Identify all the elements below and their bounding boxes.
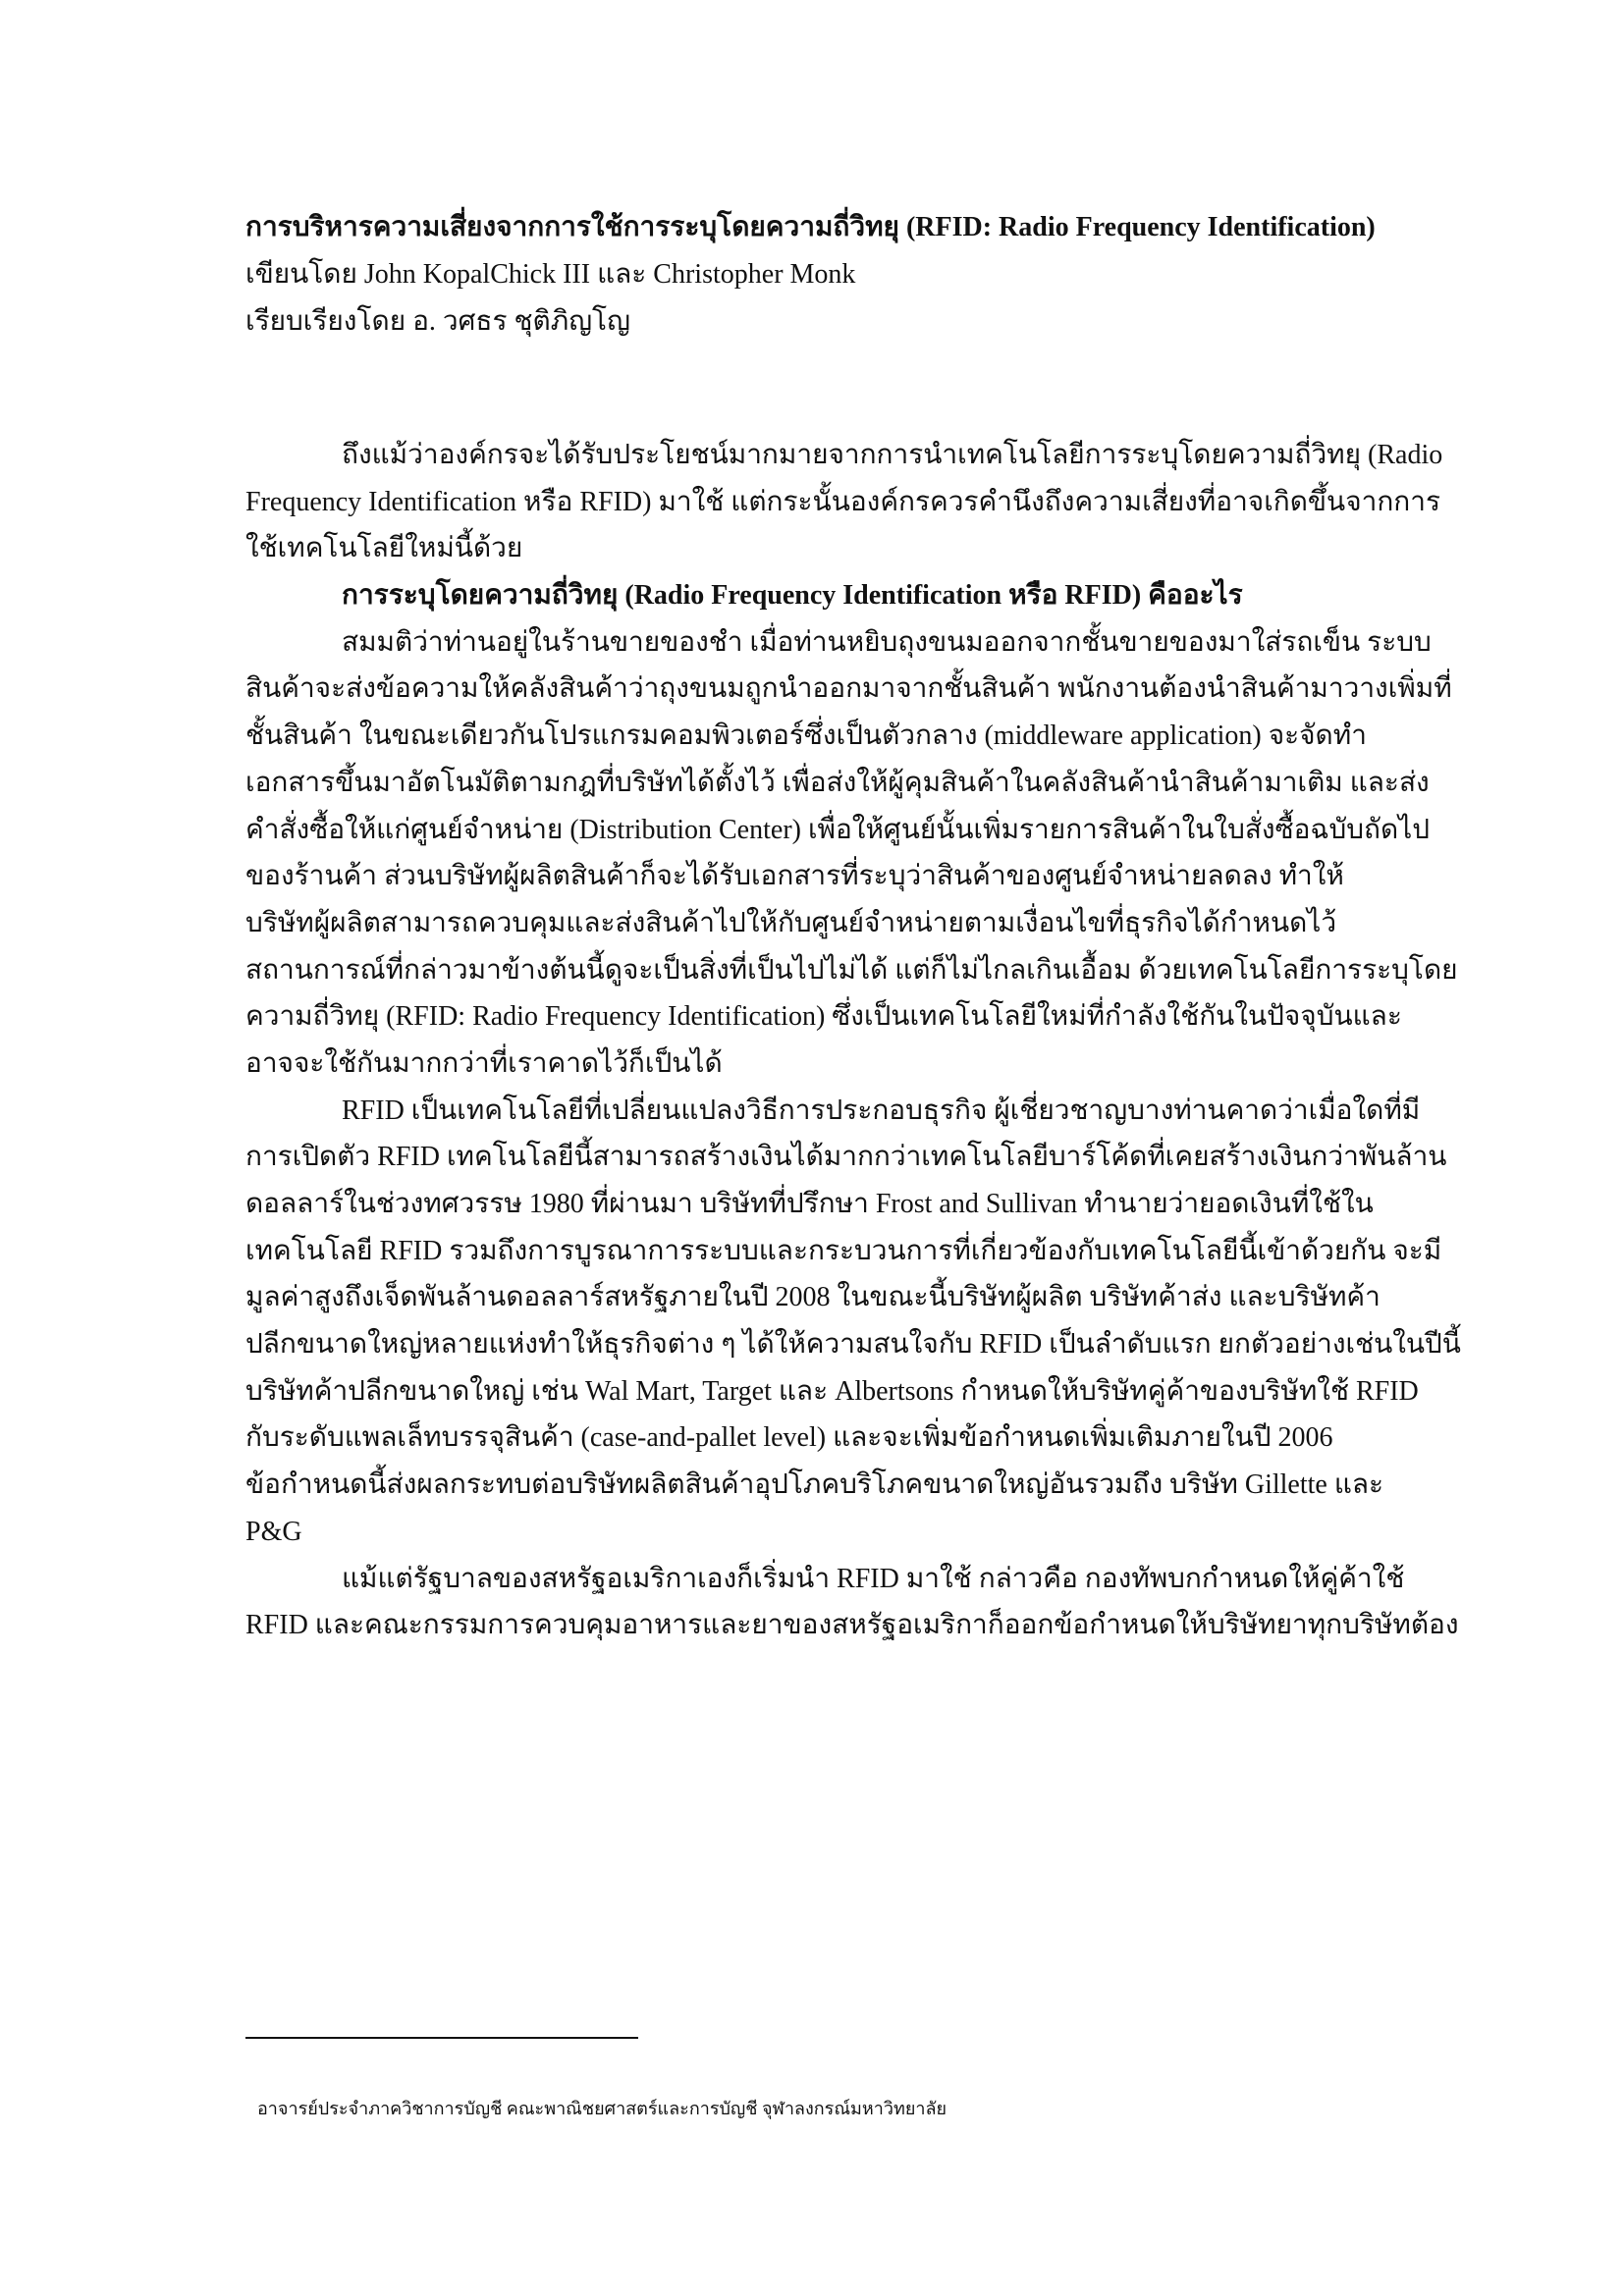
text-line: การเปิดตัว RFID เทคโนโลยีนี้สามารถสร้างเงินได้มากกว่าเทคโนโลยีบาร์โค้ดที่เคยสร้างเงินกว่าพันล้าน xyxy=(245,1142,1447,1173)
author-line: เขียนโดย John KopalChick III และ Christopher Monk xyxy=(245,259,856,290)
text-line: มูลค่าสูงถึงเจ็ดพันล้านดอลลาร์สหรัฐภายในปี 2008 ในขณะนี้บริษัทผู้ผลิต บริษัทค้าส่ง และบริษัทค้า xyxy=(245,1282,1380,1313)
section-heading: การระบุโดยความถี่วิทยุ (Radio Frequency Identification หรือ RFID) คืออะไร xyxy=(342,580,1243,612)
text-line: สมมติว่าท่านอยู่ในร้านขายของชำ เมื่อท่านหยิบถุงขนมออกจากชั้นขายของมาใส่รถเข็น ระบบ xyxy=(342,626,1432,658)
text-line: Frequency Identification หรือ RFID) มาใช้ แต่กระนั้นองค์กรควรคำนึงถึงความเสี่ยงที่อาจเกิดขึ้นจากการ xyxy=(245,486,1440,517)
text-line: เทคโนโลยี RFID รวมถึงการบูรณาการระบบและกระบวนการที่เกี่ยวข้องกับเทคโนโลยีนี้เข้าด้วยกัน จะมี xyxy=(245,1235,1442,1266)
text-line: ถึงแม้ว่าองค์กรจะได้รับประโยชน์มากมายจากการนำเทคโนโลยีการระบุโดยความถี่วิทยุ (Radio xyxy=(342,440,1443,470)
text-line: บริษัทค้าปลีกขนาดใหญ่ เช่น Wal Mart, Target และ Albertsons กำหนดให้บริษัทคู่ค้าของบริษัทใช้ RFID xyxy=(245,1375,1419,1407)
text-line: RFID เป็นเทคโนโลยีที่เปลี่ยนแปลงวิธีการประกอบธุรกิจ ผู้เชี่ยวชาญบางท่านคาดว่าเมื่อใดที่มี xyxy=(342,1095,1421,1126)
text-line: สินค้าจะส่งข้อความให้คลังสินค้าว่าถุงขนมถูกนำออกมาจากชั้นสินค้า พนักงานต้องนำสินค้ามาวางเพิ่มที่ xyxy=(245,673,1452,705)
paragraph-government xyxy=(245,1556,1483,1649)
paragraph-intro xyxy=(245,432,1483,572)
text-line: คำสั่งซื้อให้แก่ศูนย์จำหน่าย (Distribution Center) เพื่อให้ศูนย์นั้นเพิ่มรายการสินค้าในใบสั่งซื้อฉบับถัดไป xyxy=(245,814,1431,845)
footnote: อาจารย์ประจำภาควิชาการบัญชี คณะพาณิชยศาสตร์และการบัญชี จุฬาลงกรณ์มหาวิทยาลัย xyxy=(257,2099,947,2118)
text-line: กับระดับแพลเล็ทบรรจุสินค้า (case-and-pallet level) และจะเพิ่มข้อกำหนดเพิ่มเติมภายในปี 2006 xyxy=(245,1422,1333,1454)
text-line: เอกสารขึ้นมาอัตโนมัติตามกฎที่บริษัทได้ตั้งไว้ เพื่อส่งให้ผู้คุมสินค้าในคลังสินค้านำสินค้ามาเติม และส่ง xyxy=(245,767,1430,798)
text-line: สถานการณ์ที่กล่าวมาข้างต้นนี้ดูจะเป็นสิ่งที่เป็นไปไม่ได้ แต่ก็ไม่ไกลเกินเอื้อม ด้วยเทคโนโลยีการระบุโดย xyxy=(245,954,1458,986)
document-content xyxy=(245,204,1483,1649)
text-line: RFID และคณะกรรมการควบคุมอาหารและยาของสหรัฐอเมริกาก็ออกข้อกำหนดให้บริษัทยาทุกบริษัทต้อง xyxy=(245,1610,1459,1641)
text-line: แม้แต่รัฐบาลของสหรัฐอเมริกาเองก็เริ่มนำ RFID มาใช้ กล่าวคือ กองทัพบกกำหนดให้คู่ค้าใช้ xyxy=(342,1563,1405,1594)
footnote-separator xyxy=(245,2037,638,2039)
text-line: ความถี่วิทยุ (RFID: Radio Frequency Identification) ซึ่งเป็นเทคโนโลยีใหม่ที่กำลังใช้กันในปัจจุบันและ xyxy=(245,1001,1402,1033)
text-line: ข้อกำหนดนี้ส่งผลกระทบต่อบริษัทผลิตสินค้าอุปโภคบริโภคขนาดใหญ่อันรวมถึง บริษัท Gillette และ xyxy=(245,1469,1384,1501)
text-line: ของร้านค้า ส่วนบริษัทผู้ผลิตสินค้าก็จะได้รับเอกสารที่ระบุว่าสินค้าของศูนย์จำหน่ายลดลง ทำให้ xyxy=(245,861,1344,892)
text-line: ชั้นสินค้า ในขณะเดียวกันโปรแกรมคอมพิวเตอร์ซึ่งเป็นตัวกลาง (middleware application) จะจัดทำ xyxy=(245,721,1367,752)
document-body xyxy=(245,432,1483,1649)
compiler-line: เรียบเรียงโดย อ. วศธร ชุติภิญโญ xyxy=(245,306,630,337)
text-line: ดอลลาร์ในช่วงทศวรรษ 1980 ที่ผ่านมา บริษัทที่ปรึกษา Frost and Sullivan ทำนายว่ายอดเงินที่ใช้ใน xyxy=(245,1189,1374,1219)
paragraph-market xyxy=(245,1088,1483,1556)
text-line: P&G xyxy=(245,1516,302,1547)
text-line: อาจจะใช้กันมากกว่าที่เราคาดไว้ก็เป็นได้ xyxy=(245,1047,723,1079)
text-line: บริษัทผู้ผลิตสามารถควบคุมและส่งสินค้าไปให้กับศูนย์จำหน่ายตามเงื่อนไขที่ธุรกิจได้กำหนดไว้ xyxy=(245,907,1337,938)
text-line: ใช้เทคโนโลยีใหม่นี้ด้วย xyxy=(245,533,523,564)
text-line: ปลีกขนาดใหญ่หลายแห่งทำให้ธุรกิจต่าง ๆ ได้ให้ความสนใจกับ RFID เป็นลำดับแรก ยกตัวอย่างเช่นในปีนี้ xyxy=(245,1329,1461,1361)
document-title: การบริหารความเสี่ยงจากการใช้การระบุโดยความถี่วิทยุ (RFID: Radio Frequency Identification) xyxy=(245,212,1376,242)
paragraph-scenario xyxy=(245,619,1483,1088)
